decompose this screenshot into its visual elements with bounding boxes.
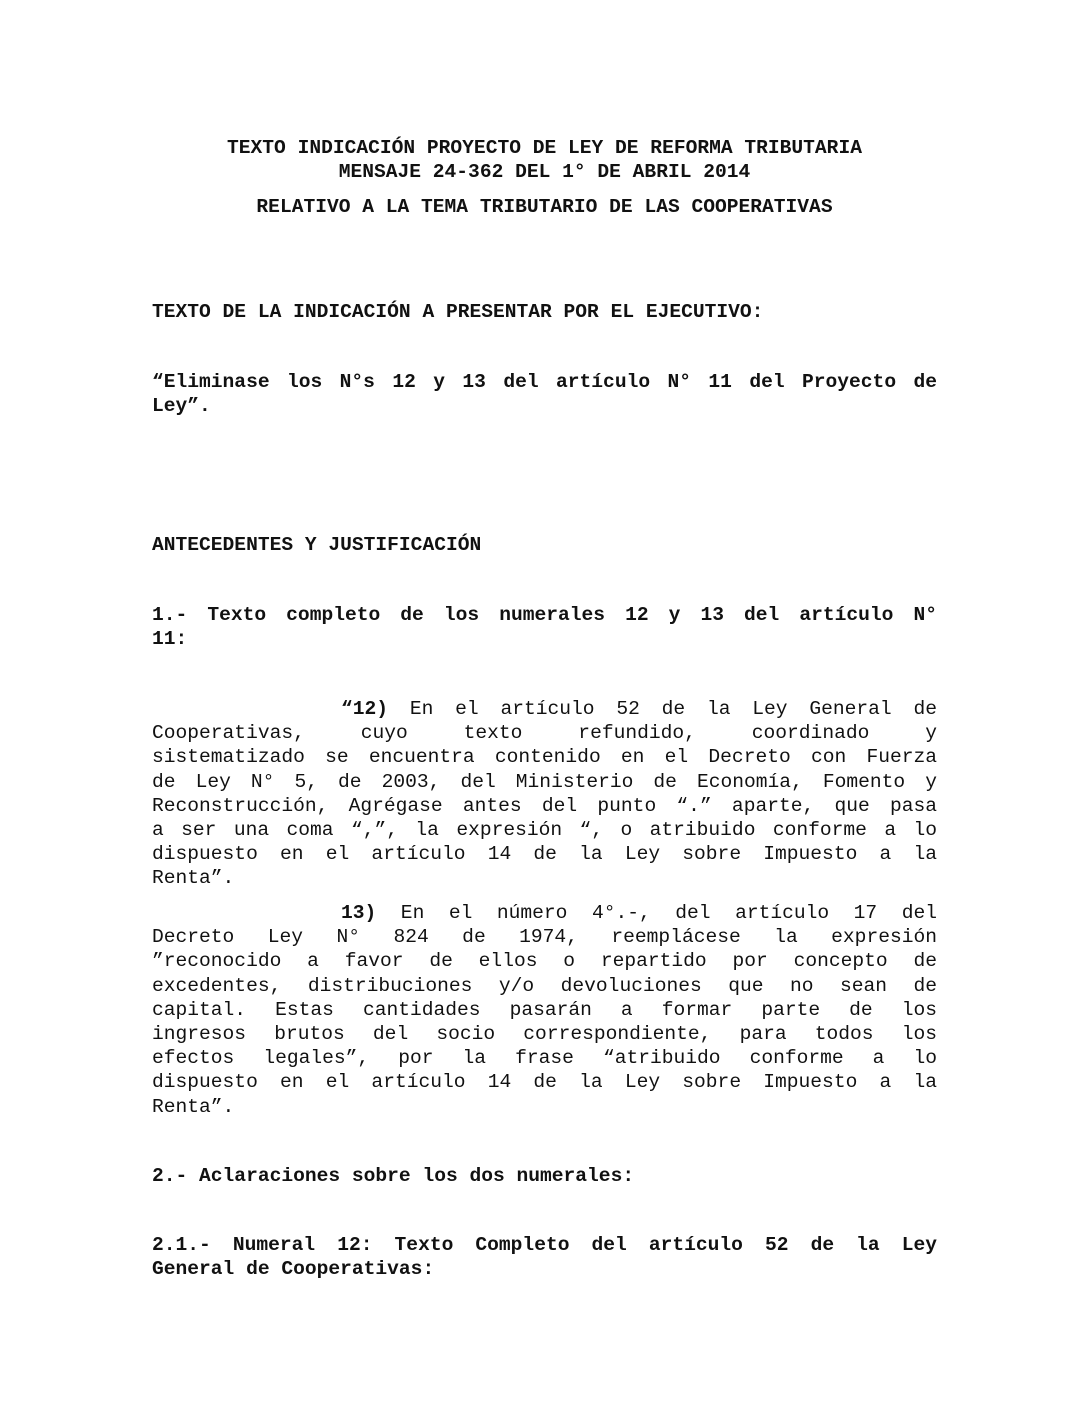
title-line-1: TEXTO INDICACIÓN PROYECTO DE LEY DE REFORMA TRIBUTARIA: [227, 137, 862, 159]
numeral-13-line-4: excedentes, distribuciones y/o devoluciones que no sean de: [152, 974, 937, 997]
item-1-heading: [152, 603, 937, 651]
numeral-13-line-3: ”reconocido a favor de ellos o repartido por concepto de: [152, 950, 937, 973]
numeral-12-line-1-text: En el artículo 52 de la Ley General de: [388, 698, 937, 720]
item-1-line-2: 11:: [152, 628, 188, 651]
numeral-12-line-6: a ser una coma “,”, la expresión “, o atribuido conforme a lo: [152, 819, 937, 842]
numeral-12-paragraph: [152, 697, 937, 891]
numeral-13-line-2: Decreto Ley N° 824 de 1974, reemplácese la expresión: [152, 926, 937, 949]
numeral-13-line-9: Renta”.: [152, 1095, 235, 1118]
item-1-line-1: 1.- Texto completo de los numerales 12 y 13 del artículo N°: [152, 604, 937, 626]
numeral-12-line-5: Reconstrucción, Agrégase antes del punto “.” aparte, que pasa: [152, 794, 937, 817]
numeral-13-line-1: [152, 901, 937, 925]
document-title: [152, 136, 937, 184]
item-2-1-line-2: General de Cooperativas:: [152, 1258, 435, 1281]
numeral-13-line-1-text: En el número 4°.-, del artículo 17 del: [376, 902, 937, 924]
numeral-13-line-8: dispuesto en el artículo 14 de la Ley sobre Impuesto a la: [152, 1071, 937, 1094]
item-2-1-heading: [152, 1233, 937, 1281]
item-2-1-line-1: 2.1.- Numeral 12: Texto Completo del artículo 52 de la Ley: [152, 1234, 937, 1256]
quote-line-2: Ley”.: [152, 395, 211, 418]
quote-line-1: “Eliminase los N°s 12 y 13 del artículo N° 11 del Proyecto de: [152, 371, 937, 393]
numeral-12-line-1: [152, 697, 937, 721]
numeral-12-line-8: Renta”.: [152, 867, 235, 890]
item-2-heading: 2.- Aclaraciones sobre los dos numerales:: [152, 1165, 635, 1187]
numeral-13-number: 13): [341, 902, 377, 924]
numeral-13-line-6: ingresos brutos del socio correspondiente, para todos los: [152, 1023, 937, 1046]
indicacion-quote: [152, 370, 937, 418]
numeral-12-line-4: de Ley N° 5, de 2003, del Ministerio de Economía, Fomento y: [152, 770, 937, 793]
document-subtitle: RELATIVO A LA TEMA TRIBUTARIO DE LAS COOPERATIVAS: [256, 196, 833, 218]
numeral-13-line-7: efectos legales”, por la frase “atribuido conforme a lo: [152, 1047, 937, 1070]
numeral-12-line-2: Cooperativas, cuyo texto refundido, coordinado y: [152, 722, 937, 745]
numeral-12-line-7: dispuesto en el artículo 14 de la Ley sobre Impuesto a la: [152, 843, 937, 866]
antecedentes-heading: ANTECEDENTES Y JUSTIFICACIÓN: [152, 534, 482, 556]
numeral-12-line-3: sistematizado se encuentra contenido en el Decreto con Fuerza: [152, 746, 937, 769]
title-line-2: MENSAJE 24-362 DEL 1° DE ABRIL 2014: [338, 161, 751, 184]
indicacion-heading: TEXTO DE LA INDICACIÓN A PRESENTAR POR EL EJECUTIVO:: [152, 301, 764, 323]
numeral-13-paragraph: [152, 901, 937, 1119]
numeral-12-number: “12): [341, 698, 389, 720]
numeral-13-line-5: capital. Estas cantidades pasarán a formar parte de los: [152, 998, 937, 1021]
